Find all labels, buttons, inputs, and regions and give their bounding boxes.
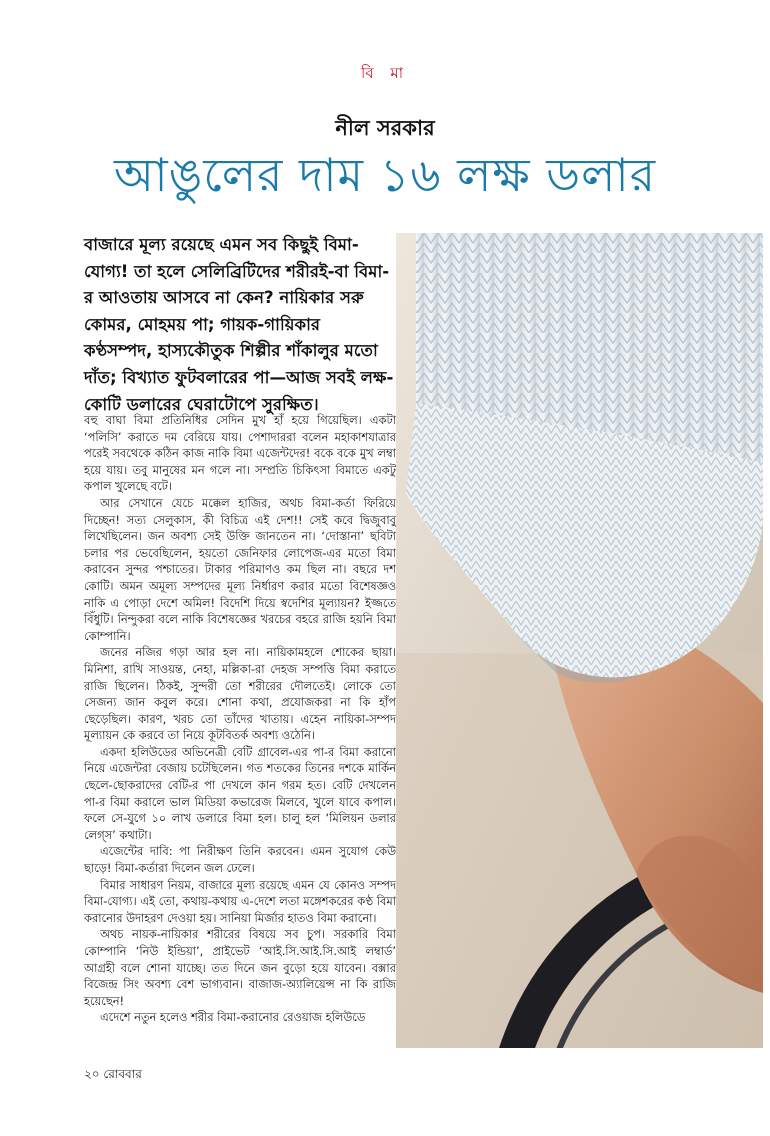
intro-paragraph: বাজারে মূল্য রয়েছে এমন সব কিছুই বিমা-যোগ্য! তা হলে সেলিব্রিটিদের শরীরই-বা বিমা-র আওতায় আসবে না কেন? নায়িকার সরু কোমর, মোহময় পা; গায়ক-গায়িকার কণ্ঠসম্পদ, হাস্যকৌতুক শিল্পীর শাঁকালুর মতো দাঁত; বিখ্যাত ফুটবলারের পা—আজ সবই লক্ষ-কোটি ডলারের ঘেরাটোপে সুরক্ষিত। [84, 235, 394, 414]
body-paragraph: অথচ নায়ক-নায়িকার শরীরের বিষয়ে সব চুপ। সরকারি বিমা কোম্পানি ‘নিউ ইন্ডিয়া’, প্রাইভেট ‘আই.সি.আই.সি.আই লম্বার্ড’ আগ্রহী বলে শোনা যাচ্ছে। তত দিনে জন বুড়ো হয়ে যাবেন। বক্সার বিজেন্দ্র সিং অবশ্য বেশ ভাগ্যবান। বাজাজ-অ্যালিয়েন্স না কি রাজি হয়েছেন! [84, 927, 396, 1008]
section-label: বি মা [360, 64, 410, 82]
body-paragraph: আর সেখানে যেচে মক্কেল হাজির, অথচ বিমা-কর্তা ফিরিয়ে দিচ্ছেন! সত্য সেলুকাস, কী বিচিত্র এই দেশ!! সেই কবে দ্বিজুবাবু লিখেছিলেন। জন অবশ্য সেই উক্তি জানতেন না। ‘দোস্তানা’ ছবিটা চলার পর ভেবেছিলেন, হয়তো জেনিফার লোপেজ-এর মতো বিমা করাবেন সুন্দর পশ্চাতের। টাকার পরিমাণও কম ছিল না। বছরে দশ কোটি। অমন অমূল্য সম্পদের মূল্য নির্ধারণ করার মতো বিশেষজ্ঞও নাকি এ পোড়া দেশে অমিল! বিদেশি দিয়ে স্বদেশির মূল্যায়ন? ইজ্জতে বিঁধুটি। নিন্দুকরা বলে নাকি বিশেষজ্ঞের খরচের বহরে রাজি হয়নি বিমা কোম্পানি। [84, 495, 396, 643]
article-body [84, 412, 396, 1026]
author-byline: নীল সরকার [335, 116, 435, 140]
body-paragraph: এদেশে নতুন হলেও শরীর বিমা-করানোর রেওয়াজ হলিউডে [100, 1010, 366, 1025]
body-paragraph: এজেন্টের দাবি: পা নিরীক্ষণ তিনি করবেন। এমন সুযোগ কেউ ছাড়ে! বিমা-কর্তারা দিলেন জল ঢেলে। [84, 844, 396, 876]
knit-cuff-hand-on-wheel-photo [396, 233, 763, 1048]
body-paragraph: বিমার সাধারণ নিয়ম, বাজারে মূল্য রয়েছে এমন যে কোনও সম্পদ বিমা-যোগ্য। এই তো, কথায়-কথায় এ-দেশে লতা মঙ্গেশকরের কণ্ঠ বিমা করানোর উদাহরণ দেওয়া হয়। সানিয়া মির্জার হাতও বিমা করানো। [84, 877, 396, 925]
headline: আঙুলের দাম ১৬ লক্ষ ডলার [113, 148, 657, 202]
body-paragraph: বহু বাঘা বিমা প্রতিনিধির সেদিন মুখ হাঁ হয়ে গিয়েছিল। একটা ‘পলিসি’ করাতে দম বেরিয়ে যায়। পেশাদাররা বলেন মহাকাশযাত্রার পরেই সবথেকে কঠিন কাজ নাকি বিমা এজেন্টদের! বকে বকে মুখ লম্বা হয়ে যায়। তবু মানুষের মন গলে না। সম্প্রতি চিকিৎসা বিমাতে একটু কপাল খুলেছে বটে। [84, 413, 396, 494]
body-paragraph: জনের নজির গড়া আর হল না। নায়িকামহলে শোকের ছায়া। মিনিশা, রাখি সাওয়ন্ত, নেহা, মল্লিকা-রা দেহজ সম্পত্তি বিমা করাতে রাজি ছিলেন। ঠিকই, সুন্দরী তো শরীরের দৌলতেই। লোকে তো সেজন্য জান কবুল করে। শোনা কথা, প্রযোজকরা না কি হাঁপ ছেড়েছিল। কারণ, খরচ তো তাঁদের খাতায়। এহেন নায়িকা-সম্পদ মূল্যায়ন কে করবে তা নিয়ে কূটবিতর্ক অবশ্য ওঠেনি। [84, 645, 396, 743]
page-footer: ২০ রোববার [84, 1067, 142, 1081]
body-paragraph: একদা হলিউডের অভিনেত্রী বেটি গ্রাবেল-এর পা-র বিমা করানো নিয়ে এজেন্টরা বেজায় চটেছিলেন। গত শতকের তিনের দশকে মার্কিন ছেলে-ছোকরাদের বেটি-র পা দেখলে কান গরম হত। বেটি দেখলেন পা-র বিমা করালে ভাল মিডিয়া কভারেজ মিলবে, খুলে যাবে কপাল। ফলে সে-যুগে ১০ লাখ ডলারে বিমা হল। চালু হল ‘মিলিয়ন ডলার লেগ্‌স’ কথাটা। [84, 744, 396, 842]
